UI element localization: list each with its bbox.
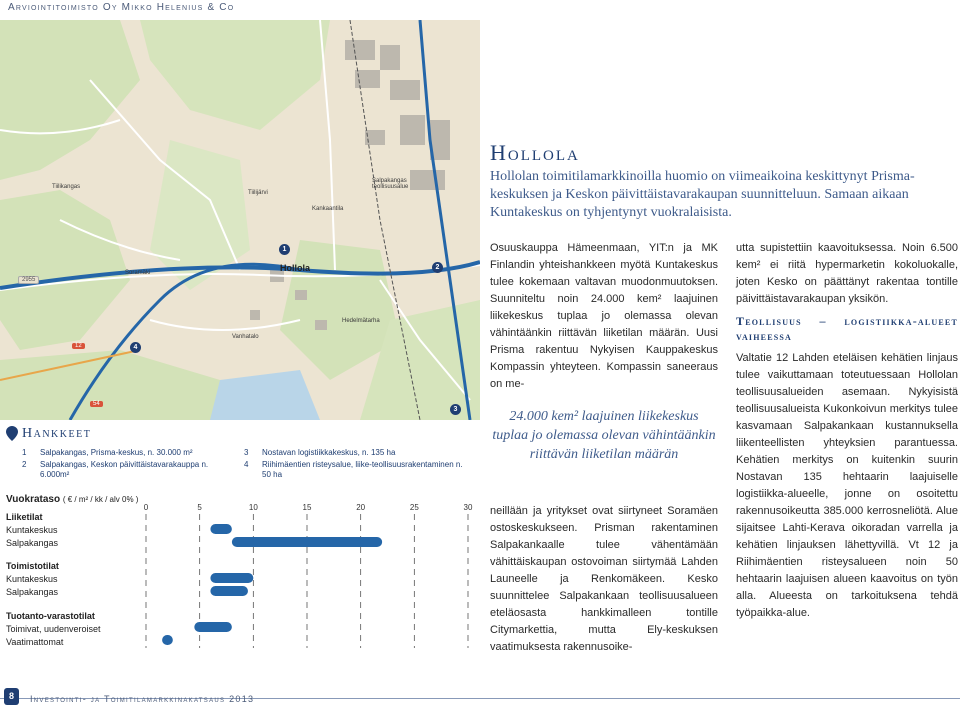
footer-publication: Investointi- ja Toimitilamarkkinakatsaus 2013 — [30, 694, 255, 704]
map-label-hedelmatarha: Hedelmätarha — [342, 318, 380, 324]
column-2 — [736, 240, 958, 622]
hankke-num-2: 2 — [22, 460, 27, 469]
rent-group-tuotanto: Tuotanto-varastotilat — [6, 611, 95, 621]
map-label-kankaantila: Kankaantila — [312, 206, 344, 212]
rent-group-liiketilat: Liiketilat — [6, 512, 43, 522]
rent-row-liike-kuntakeskus: Kuntakeskus — [6, 525, 58, 535]
hankke-item-1: Salpakangas, Prisma-keskus, n. 30.000 m² — [40, 448, 193, 457]
rent-row-liike-salpakangas: Salpakangas — [6, 538, 59, 548]
tick-label-10: 10 — [248, 503, 258, 512]
column-1-bottom-text: neillään ja yritykset ovat siirtyneet Soramäen ostoskeskukseen. Prisman rakentaminen Salpakankaalle tulee vähentämään vähittäiskaupan ostovoiman siirtymää Lahden Launeelle ja Renkomäkeen. Kesko suunnittelee Salpakankaan teollisuusalueen eteläosasta hankkimalleen tontille Citymarkettia, mutta Ely-keskuksen vaatimuksesta rakennusoike- — [490, 505, 718, 653]
pull-quote: 24.000 kem² laajuinen liikekeskus tuplaa jo olemassa olevan vähintäänkin riittävän liiketilan määrän — [492, 409, 716, 462]
hankke-num-4: 4 — [244, 460, 249, 469]
map-label-vanhatalo: Vanhatalo — [232, 334, 259, 340]
rent-row-toimisto-salpakangas: Salpakangas — [6, 587, 59, 597]
article-title: Hollola — [490, 140, 580, 165]
page-number: 8 — [4, 688, 19, 705]
tick-label-0: 0 — [143, 503, 149, 512]
map-marker-2[interactable]: 2 — [432, 262, 443, 273]
column-2-body-text: Valtatie 12 Lahden eteläisen kehätien linjaus tulee vaikuttamaan toteutuessaan Hollolan teollisuusalueiden asemaan. Nykyisistä teollisuusalueista Kukonkoivun merkitys tulee kasvamaan Salpakankaan kustannuksella liikenteellisten yhteyksien parantuessa. Kehätien merkitys on kuitenkin suurin Nostavan 135 hehtaarin laajuiselle logistiikka-alueelle, jonne on osoitettu rakennusoikeutta 385.000 kerrosneliötä. Alue sijaitsee Lahti-Kerava oikoradan varrella ja kehätien linjauksen lähettyvillä. Vt 12 ja Riihimäentien risteysalueen noin 50 hehtaarin laajuisen alueen kaavoitus on työn alla. Alueesta on tarkoituksena tehdä työpaikka-alue. — [736, 352, 958, 619]
rent-unit: ( € / m² / kk / alv 0% ) — [62, 495, 139, 504]
bar-2 — [232, 537, 382, 547]
chart-bars — [162, 524, 382, 645]
rent-group-toimistotilat: Toimistotilat — [6, 561, 59, 571]
hankke-item-2: Salpakangas, Keskon päivittäistavarakauppa n. 6.000m² — [40, 460, 209, 479]
company-header: Arviointitoimisto Oy Mikko Helenius & Co — [8, 2, 235, 13]
column-1-bottom — [490, 503, 718, 656]
column-1-top-text: Osuuskauppa Hämeenmaan, YIT:n ja MK Finlandin yhteishankkeen myötä Kuntakeskus tulee kokemaan valtavan muodonmuutoksen. Suunniteltu noin 24.000 kem² laajuinen liikekeskus tuplaa jo olemassa olevan vähintäänkin riittävän liiketilan määrän. Uusi Prisma rakentuu Nykyisen Kauppakeskus Kompassin yhteyteen. Kompassin saneeraus on me- — [490, 242, 718, 390]
hankkeet-title: Hankkeet — [22, 426, 92, 441]
bar-3 — [210, 573, 253, 583]
bar-5 — [194, 622, 232, 632]
tick-label-15: 15 — [302, 503, 312, 512]
hankke-num-1: 1 — [22, 448, 27, 457]
map-label-hollola: Hollola — [280, 263, 311, 273]
map-label-salpakangas: Salpakangas teollisuusalue — [372, 178, 409, 190]
chart-grid — [146, 514, 468, 648]
road-shield-12: 12 — [72, 343, 85, 349]
location-pin-icon — [6, 426, 18, 441]
bar-4 — [210, 586, 248, 596]
rent-row-tuotanto-vaatimattomat: Vaatimattomat — [6, 637, 64, 647]
tick-label-5: 5 — [197, 503, 202, 512]
hankke-num-3: 3 — [244, 448, 249, 457]
location-map[interactable] — [0, 20, 480, 420]
road-shield-2955: 2955 — [18, 276, 39, 284]
bar-6 — [162, 635, 173, 645]
article-lead: Hollolan toimitilamarkkinoilla huomio on viimeaikoina keskittynyt Prisma-keskuksen ja Keskon päivittäistavarakaupan suunnitteluun. Samaan aikaan Kuntakeskus on tyhjentynyt vuokralaisista. — [490, 169, 915, 220]
hankke-item-4: Riihimäentien risteysalue, liike-teollisuusrakentaminen n. 50 ha — [262, 460, 463, 479]
tick-label-25: 25 — [409, 503, 419, 512]
map-label-tiilijarvi: Tiilijärvi — [248, 190, 268, 196]
rent-row-tuotanto-toimivat: Toimivat, uudenveroiset — [6, 624, 101, 634]
rent-title — [6, 494, 138, 505]
map-marker-1[interactable]: 1 — [279, 244, 290, 255]
map-marker-3[interactable]: 3 — [450, 404, 461, 415]
rent-row-toimisto-kuntakeskus: Kuntakeskus — [6, 574, 58, 584]
map-marker-4[interactable]: 4 — [130, 342, 141, 353]
map-label-soramaki: Soramäki — [125, 270, 151, 276]
column-1-top — [490, 240, 718, 393]
map-label-tiilikangas: Tiilikangas — [52, 184, 81, 190]
bar-1 — [210, 524, 231, 534]
hankke-item-3: Nostavan logistiikkakeskus, n. 135 ha — [262, 448, 396, 457]
rent-title-text: Vuokrataso — [6, 494, 61, 505]
column-2-top-text: utta supistettiin kaavoituksessa. Noin 6.500 kem² ei riitä hypermarketin kokoluokalle, joten Kesko on päättänyt rakentaa tontille päivittäistavarakaupan yksikön. — [736, 242, 958, 305]
map-graphic — [0, 20, 480, 420]
tick-label-20: 20 — [356, 503, 366, 512]
column-2-heading: Teollisuus – logistiikka-alueet vaiheessa — [736, 314, 958, 343]
tick-label-30: 30 — [463, 503, 473, 512]
road-shield-54: 54 — [90, 401, 103, 407]
